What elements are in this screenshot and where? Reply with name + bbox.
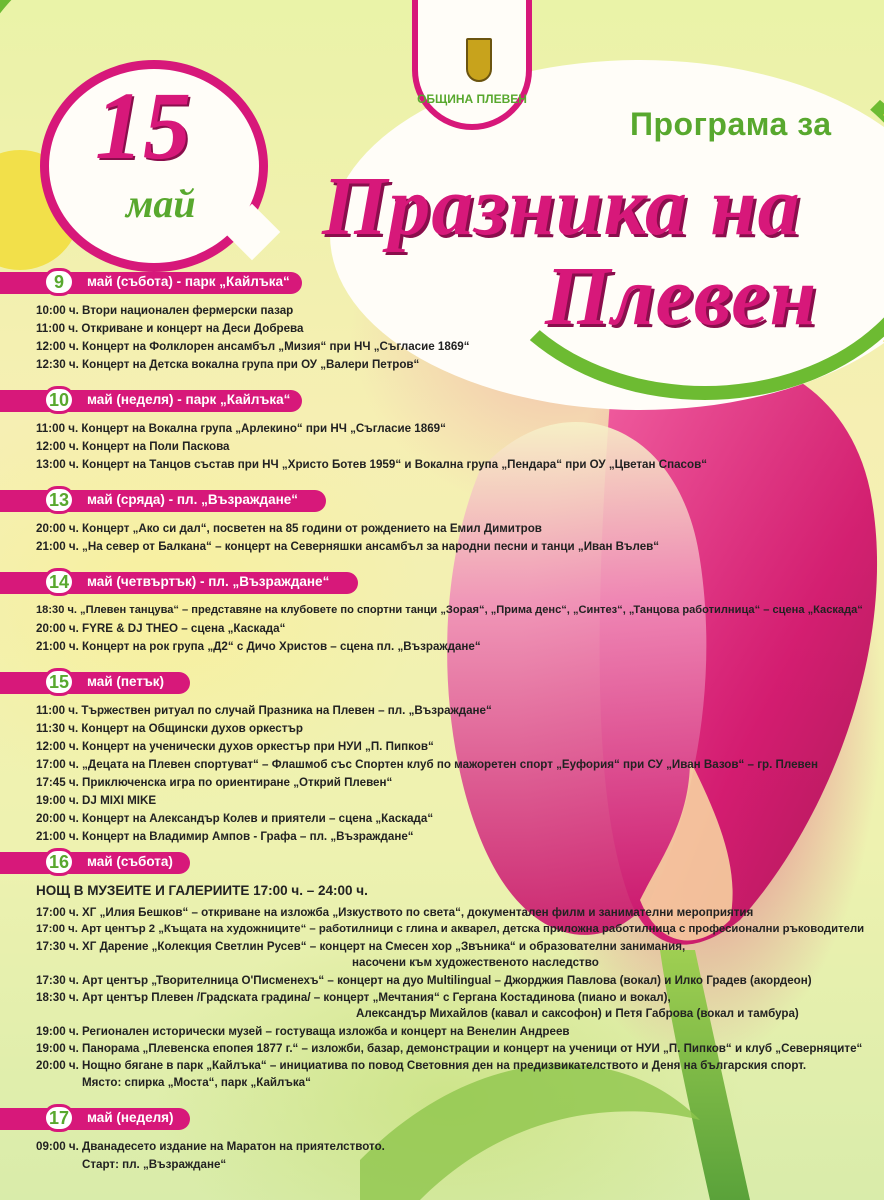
section-heading: май (четвъртък) - пл. „Възраждане“ xyxy=(87,574,330,589)
schedule-item-continued: Място: спирка „Моста“, парк „Кайлъка“ xyxy=(82,1076,311,1089)
section-heading: май (неделя) xyxy=(87,1110,174,1125)
section-day-number: 16 xyxy=(43,848,75,876)
schedule-item: 21:00 ч. „На север от Балкана“ – концерт на Северняшки ансамбъл за народни песни и танци „Иван Вълев“ xyxy=(36,540,660,553)
schedule-item: 19:00 ч. Регионален исторически музей – гостуваща изложба и концерт на Венелин Андреев xyxy=(36,1025,570,1038)
section-day-number: 13 xyxy=(43,486,75,514)
page-title-line1: Празника на xyxy=(322,160,801,253)
schedule-item: 10:00 ч. Втори национален фермерски пазар xyxy=(36,304,294,317)
schedule-item: 17:00 ч. Арт център 2 „Къщата на художниците“ – работилници с глина и акварел, детска приложна работилница с професионални ръководители xyxy=(36,923,865,935)
date-day: 15 xyxy=(95,72,191,179)
page-title-line2: Плевен xyxy=(545,250,818,343)
section-day-number: 10 xyxy=(43,386,75,414)
schedule-item: 20:00 ч. Концерт „Ако си дал“, посветен на 85 години от рождението на Емил Димитров xyxy=(36,522,542,535)
schedule-item: 20:00 ч. Нощно бягане в парк „Кайлъка“ – инициатива по повод Световния ден на предизвикателството и Деня на българския спорт. xyxy=(36,1059,807,1072)
schedule-item: 20:00 ч. Концерт на Александър Колев и приятели – сцена „Каскада“ xyxy=(36,812,434,825)
schedule-item: 12:00 ч. Концерт на ученически духов оркестър при НУИ „П. Пипков“ xyxy=(36,740,434,753)
date-month: май xyxy=(126,181,196,226)
schedule-item-continued: Александър Михайлов (кавал и саксофон) и Петя Габрова (вокал и тамбура) xyxy=(356,1007,799,1020)
section-heading: май (сряда) - пл. „Възраждане“ xyxy=(87,492,298,507)
schedule-item: 12:00 ч. Концерт на Поли Паскова xyxy=(36,440,230,453)
schedule-item: 17:30 ч. ХГ Дарение „Колекция Светлин Русев“ – концерт на Смесен хор „Звъника“ и образователни занимания, xyxy=(36,940,686,953)
schedule-item: 19:00 ч. DJ MIXI MIKE xyxy=(36,794,157,807)
schedule-item: 21:00 ч. Концерт на Владимир Ампов - Графа – пл. „Възраждане“ xyxy=(36,830,414,843)
schedule-item: 17:45 ч. Приключенска игра по ориентиране „Открий Плевен“ xyxy=(36,776,393,789)
schedule-item: 20:00 ч. FYRE & DJ THEO – сцена „Каскада“ xyxy=(36,622,286,635)
schedule-item: 18:30 ч. Арт център Плевен /Градската градина/ – концерт „Мечтания“ с Гергана Костадинова (пиано и вокал), xyxy=(36,991,671,1004)
schedule-item: 19:00 ч. Панорама „Плевенска епопея 1877 г.“ – изложби, базар, демонстрации и концерт на ученици от НУИ „П. Пипков“ и клуб „Северняците“ xyxy=(36,1042,863,1055)
section-day-number: 14 xyxy=(43,568,75,596)
schedule-item: 18:30 ч. „Плевен танцува“ – представяне на клубовете по спортни танци „Зорая“, „Прима денс“, „Синтез“, „Танцова работилница“ – сцена „Каскада“ xyxy=(36,604,863,616)
schedule-item: 17:30 ч. Арт център „Творителница О'Писменехъ“ – концерт на дуо Multilingual – Джорджия Павлова (вокал) и Илко Градев (акордеон) xyxy=(36,974,812,987)
logo-org-name: ОБЩИНА ПЛЕВЕН xyxy=(417,92,527,106)
section-heading: май (събота) - парк „Кайлъка“ xyxy=(87,274,290,289)
schedule-item: 11:00 ч. Тържествен ритуал по случай Празника на Плевен – пл. „Възраждане“ xyxy=(36,704,492,717)
schedule-item: 09:00 ч. Дванадесето издание на Маратон на приятелството. xyxy=(36,1140,385,1153)
section-day-number: 15 xyxy=(43,668,75,696)
schedule-item-continued: Старт: пл. „Възраждане“ xyxy=(82,1158,227,1171)
schedule-item: 12:00 ч. Концерт на Фолклорен ансамбъл „Мизия“ при НЧ „Съгласие 1869“ xyxy=(36,340,470,353)
section-heading: май (събота) xyxy=(87,854,173,869)
section-heading: май (петък) xyxy=(87,674,165,689)
section-day-number: 17 xyxy=(43,1104,75,1132)
section-heading: май (неделя) - парк „Кайлъка“ xyxy=(87,392,291,407)
schedule-item-continued: насочени към художественото наследство xyxy=(352,956,599,969)
section-day-number: 9 xyxy=(43,268,75,296)
schedule-item: 17:00 ч. „Децата на Плевен спортуват“ – Флашмоб със Спортен клуб по мажоретен спорт „Еуфория“ при СУ „Иван Вазов“ – гр. Плевен xyxy=(36,758,818,771)
schedule-item: 11:30 ч. Концерт на Общински духов оркестър xyxy=(36,722,303,735)
night-of-museums-title: НОЩ В МУЗЕИТЕ И ГАЛЕРИИТЕ 17:00 ч. – 24:00 ч. xyxy=(36,883,368,898)
schedule-item: 21:00 ч. Концерт на рок група „Д2“ с Дичо Христов – сцена пл. „Възраждане“ xyxy=(36,640,481,653)
schedule-item: 11:00 ч. Откриване и концерт на Деси Добрева xyxy=(36,322,304,335)
municipality-crest-icon xyxy=(466,38,492,82)
page-subtitle: Програма за xyxy=(630,106,832,142)
schedule-item: 17:00 ч. ХГ „Илия Бешков“ – откриване на изложба „Изкуството по света“, документален филм и занимателни мероприятия xyxy=(36,906,754,919)
schedule-item: 12:30 ч. Концерт на Детска вокална група при ОУ „Валери Петров“ xyxy=(36,358,420,371)
schedule-item: 11:00 ч. Концерт на Вокална група „Арлекино“ при НЧ „Съгласие 1869“ xyxy=(36,422,446,435)
schedule-item: 13:00 ч. Концерт на Танцов състав при НЧ „Христо Ботев 1959“ и Вокална група „Пендара“ при ОУ „Цветан Спасов“ xyxy=(36,458,708,471)
